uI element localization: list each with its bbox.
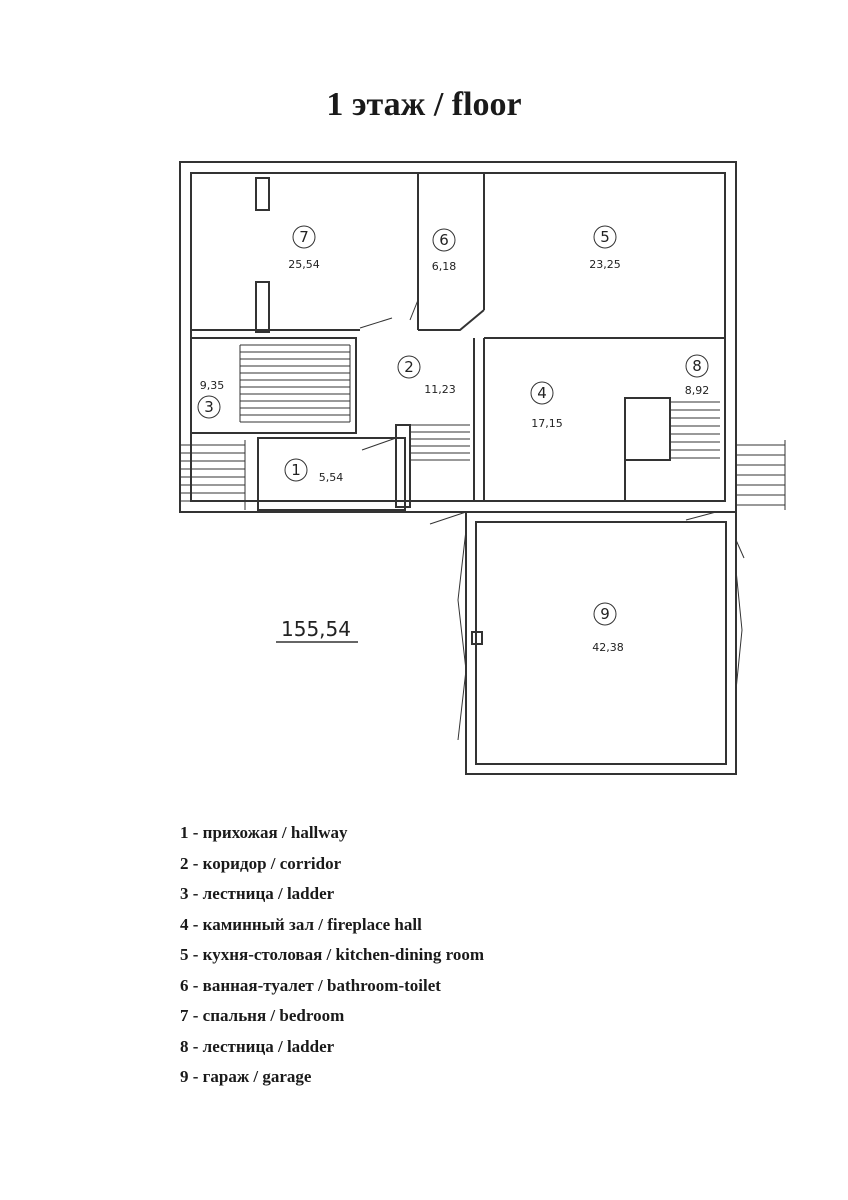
room-8-area: 8,92 [684, 384, 710, 397]
room-legend [180, 818, 740, 1093]
room-1-area: 5,54 [318, 471, 344, 484]
legend-item: 1 - прихожая / hallway [180, 823, 348, 842]
legend-item: 2 - коридор / corridor [180, 853, 342, 873]
room-3-number: 3 [204, 398, 214, 416]
room-2-label [398, 356, 456, 396]
room-9-number: 9 [600, 605, 610, 623]
room-9-area: 42,38 [592, 641, 624, 654]
room-3-area: 9,35 [199, 379, 225, 392]
room-7-area: 25,54 [288, 258, 320, 271]
room-2-number: 2 [404, 358, 414, 376]
legend-item: 6 - ванная-туалет / bathroom-toilet [180, 975, 441, 995]
legend-item: 8 - лестница / ladder [180, 1036, 335, 1056]
room-5-area: 23,25 [589, 258, 621, 271]
total-area-value: 155,54 [281, 617, 351, 641]
legend-item: 9 - гараж / garage [180, 1067, 312, 1086]
room-8-label [685, 355, 710, 397]
room-4-area: 17,15 [531, 417, 563, 430]
room-6-label [432, 229, 457, 273]
legend-item: 3 - лестница / ladder [180, 884, 335, 903]
legend-item: 4 - каминный зал / fireplace hall [180, 914, 422, 934]
room-4-label [531, 382, 563, 430]
legend-item: 7 - спальня / bedroom [180, 1006, 345, 1025]
room-2-area: 11,23 [424, 383, 456, 396]
room-8-number: 8 [692, 357, 702, 375]
room-5-label [589, 226, 621, 271]
room-9-label [592, 603, 624, 654]
legend-item: 5 - кухня-столовая / kitchen-dining room [180, 945, 484, 964]
room-7-number: 7 [299, 228, 309, 246]
room-5-number: 5 [600, 228, 610, 246]
room-6-number: 6 [439, 231, 449, 249]
walls [180, 162, 736, 774]
room-3-label [198, 379, 224, 418]
total-area [276, 617, 358, 642]
room-1-label [285, 459, 343, 484]
room-1-number: 1 [291, 461, 301, 479]
room-4-number: 4 [537, 384, 547, 402]
room-6-area: 6,18 [431, 260, 457, 273]
page-title: 1 этаж / floor [326, 86, 522, 123]
room-7-label [288, 226, 320, 271]
